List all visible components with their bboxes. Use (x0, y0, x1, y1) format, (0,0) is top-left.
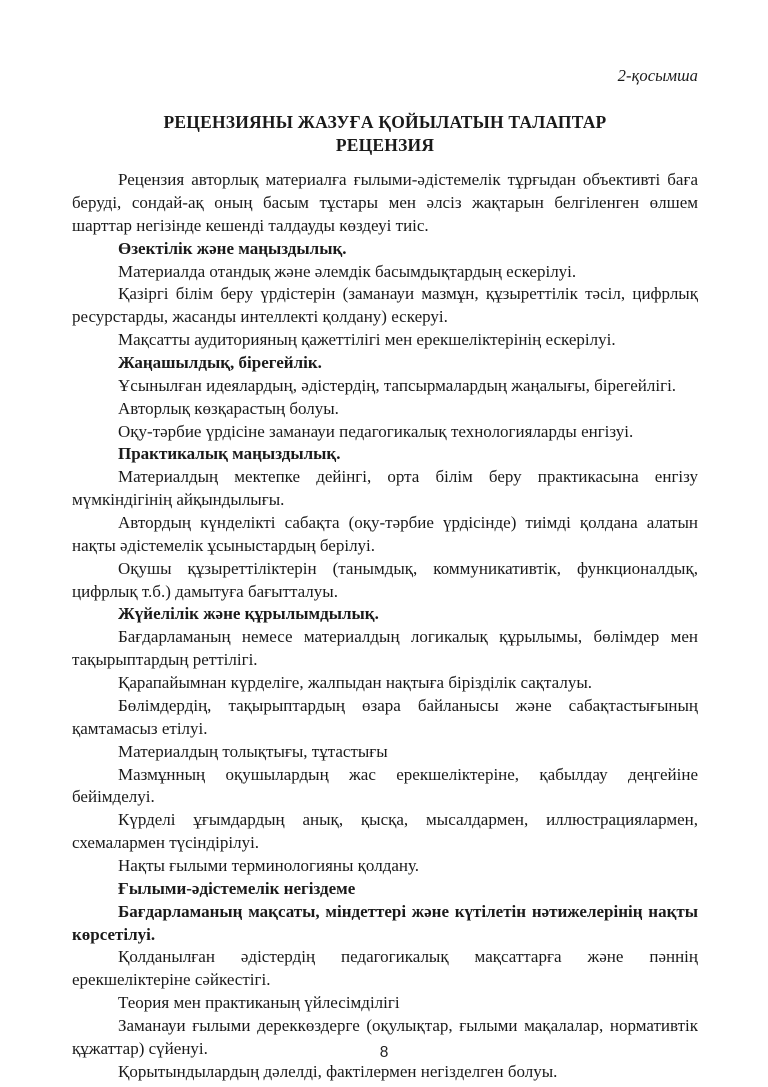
body-paragraph: Заманауи ғылыми дереккөздерге (оқулықтар, ғылыми мақалалар, нормативтік құжаттар) сүйенуі. (72, 1015, 698, 1058)
page-content (72, 0, 698, 1084)
page-title (72, 111, 698, 158)
body-paragraph: Нақты ғылыми терминологияны қолдану. (118, 855, 420, 875)
section-heading: Практикалық маңыздылық. (118, 444, 341, 464)
body-paragraph: Ұсынылған идеялардың, әдістердің, тапсырмалардың жаңалығы, бірегейлігі. (118, 375, 677, 395)
body-paragraph: Бөлімдердің, тақырыптардың өзара байланысы және сабақтастығының қамтамасыз етілуі. (72, 695, 698, 738)
body-paragraph: Бағдарламаның немесе материалдың логикалық құрылымы, бөлімдер мен тақырыптардың реттілігі. (72, 627, 698, 670)
body-paragraph: Автордың күнделікті сабақта (оқу-тәрбие үрдісінде) тиімді қолдана алатын нақты әдістемелік ұсыныстардың берілуі. (72, 513, 698, 555)
page-title-line-2: РЕЦЕНЗИЯ (335, 134, 435, 155)
body-paragraph: Күрделі ұғымдардың анық, қысқа, мысалдармен, иллюстрациялармен, схемалармен түсіндірілуі. (72, 810, 698, 853)
body-paragraph: Оқушы құзыреттіліктерін (танымдық, коммуникативтік, функционалдық, цифрлық т.б.) дамытуға бағытталуы. (72, 558, 698, 601)
body-text (72, 169, 698, 1083)
section-heading: Өзектілік және маңыздылық. (118, 238, 347, 258)
body-paragraph: Материалда отандық және әлемдік басымдықтардың ескерілуі. (118, 261, 577, 281)
body-paragraph: Мазмұнның оқушылардың жас ерекшеліктеріне, қабылдау деңгейіне бейімделуі. (72, 764, 698, 807)
appendix-label: 2-қосымша (617, 66, 698, 85)
body-paragraph: Авторлық көзқарастың болуы. (118, 398, 339, 418)
page-title-line-1: РЕЦЕНЗИЯНЫ ЖАЗУҒА ҚОЙЫЛАТЫН ТАЛАПТАР (163, 111, 607, 132)
page-number: 8 (379, 1044, 389, 1061)
body-paragraph: Қорытындылардың дәлелді, фактілермен негізделген болуы. (118, 1061, 558, 1081)
body-paragraph: Оқу-тәрбие үрдісіне заманауи педагогикалық технологияларды енгізуі. (118, 421, 634, 441)
body-paragraph: Қолданылған әдістердің педагогикалық мақсаттарға және пәннің ерекшеліктеріне сәйкестігі. (72, 947, 698, 990)
section-heading: Бағдарламаның мақсаты, міндеттері және күтілетін нәтижелерінің нақты көрсетілуі. (72, 901, 698, 944)
body-paragraph: Теория мен практиканың үйлесімділігі (118, 993, 400, 1013)
body-paragraph: Қазіргі білім беру үрдістерін (заманауи мазмұн, құзыреттілік тәсіл, цифрлық ресурстарды, жасанды интеллекті қолдану) ескеруі. (72, 284, 698, 327)
section-heading: Жаңашылдық, бірегейлік. (118, 353, 322, 373)
body-paragraph: Рецензия авторлық материалға ғылыми-әдістемелік тұрғыдан объективті баға беруді, сондай-ақ оның басым тұстары мен әлсіз жақтарын белгіленген өлшем шарттар негізінде кешенді талдауды көздеуі тиіс. (72, 170, 698, 235)
body-paragraph: Материалдың толықтығы, тұтастығы (118, 741, 388, 761)
body-paragraph: Қарапайымнан күрделіге, жалпыдан нақтыға бірізділік сақталуы. (118, 673, 592, 693)
body-paragraph: Мақсатты аудиторияның қажеттілігі мен ерекшеліктерінің ескерілуі. (118, 330, 616, 350)
body-paragraph: Материалдың мектепке дейінгі, орта білім беру практикасына енгізу мүмкіндігінің айқындылығы. (72, 467, 698, 510)
section-heading: Ғылыми-әдістемелік негіздеме (118, 878, 356, 898)
section-heading: Жүйелілік және құрылымдылық. (118, 604, 379, 624)
